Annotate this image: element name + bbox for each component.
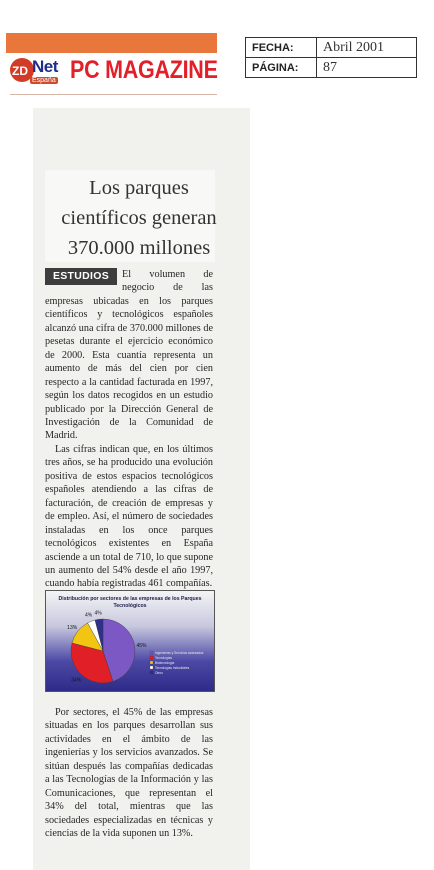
section-badge: ESTUDIOS <box>45 268 117 285</box>
article-body-top <box>45 268 213 591</box>
headline-line: 370.000 millones <box>67 237 211 259</box>
legend-swatch <box>150 671 153 674</box>
slice-label: 45% <box>136 642 147 649</box>
article-paragraph: El volumen de negocio de las empresas ubicadas en los parques científicos y tecnológicos españoles alcanzó una cifra de 370.000 millones de pesetas durante el ejercicio económico de 2000. Esta cuantía representa un aumento de más del cien por cien respecto a la cantidad facturada en 1997, según los datos recogidos en un estudio publicado por la Dirección General de Investigación de la Comunidad de Madrid. <box>45 269 213 442</box>
article-body-bottom <box>45 706 213 841</box>
date-value: Abril 2001 <box>317 38 417 58</box>
slice-label: 34% <box>71 677 82 684</box>
logo-net-text: Net <box>32 57 58 76</box>
slice-label: 13% <box>67 625 78 632</box>
pie-svg <box>46 591 214 691</box>
legend-swatch <box>150 651 153 654</box>
page-value: 87 <box>317 58 417 78</box>
article-paragraph: Las cifras indican que, en los últimos tres años, se ha producido una evolución positiva de estos espacios tecnológicos españoles atendiendo a las cifras de facturación, de creación de empresas y de empleo. Así, el número de sociedades instaladas en los once parques tecnológicos existentes en España asciende a un total de 710, lo que supone un aumento del 54% desde el año 1997, cuando había registradas 461 compañías. <box>45 443 213 590</box>
legend-label: Ingenierías y Servicios avanzados <box>155 651 204 655</box>
date-page-table <box>245 37 417 78</box>
legend-label: Tecnologías Industriales <box>155 666 190 670</box>
headline-line: Los parques <box>89 177 189 199</box>
slice-label: 4% <box>94 610 102 617</box>
logo-espana-text: España <box>32 77 56 84</box>
badge-spacer <box>45 268 122 294</box>
slice-label: 4% <box>85 612 93 619</box>
page-row <box>246 58 417 78</box>
legend-label: Otros <box>155 671 163 675</box>
article-headline <box>40 173 238 263</box>
sector-pie-chart <box>45 590 215 692</box>
legend-label: Tecnologías <box>155 656 173 660</box>
legend-swatch <box>150 666 153 669</box>
page-label: PÁGINA: <box>246 58 317 78</box>
article-paragraph: Por sectores, el 45% de las empresas situadas en los parques desarrollan sus actividades en el ámbito de las ingenierías y los servicios avanzados. Se sitúan después las compañías dedicadas a las Tecnologías de la Información y las Comunicaciones, que representan el 34% del total, mientras que las sociedades especializadas en técnicas y ciencias de la vida suponen un 13%. <box>45 707 213 840</box>
chart-title: Distribución por sectores de las empresas de los Parques Tecnológicos <box>58 596 202 609</box>
legend-label: Biotecnología <box>155 661 175 665</box>
date-label: FECHA: <box>246 38 317 58</box>
legend-swatch <box>150 661 153 664</box>
header-accent-bar <box>6 33 217 53</box>
legend-swatch <box>150 656 153 659</box>
header-divider <box>10 94 217 95</box>
headline-line: científicos generan <box>61 207 217 229</box>
date-row <box>246 38 417 58</box>
logo-zd-text: ZD <box>12 64 28 78</box>
magazine-title: PC MAGAZINE <box>70 56 218 84</box>
